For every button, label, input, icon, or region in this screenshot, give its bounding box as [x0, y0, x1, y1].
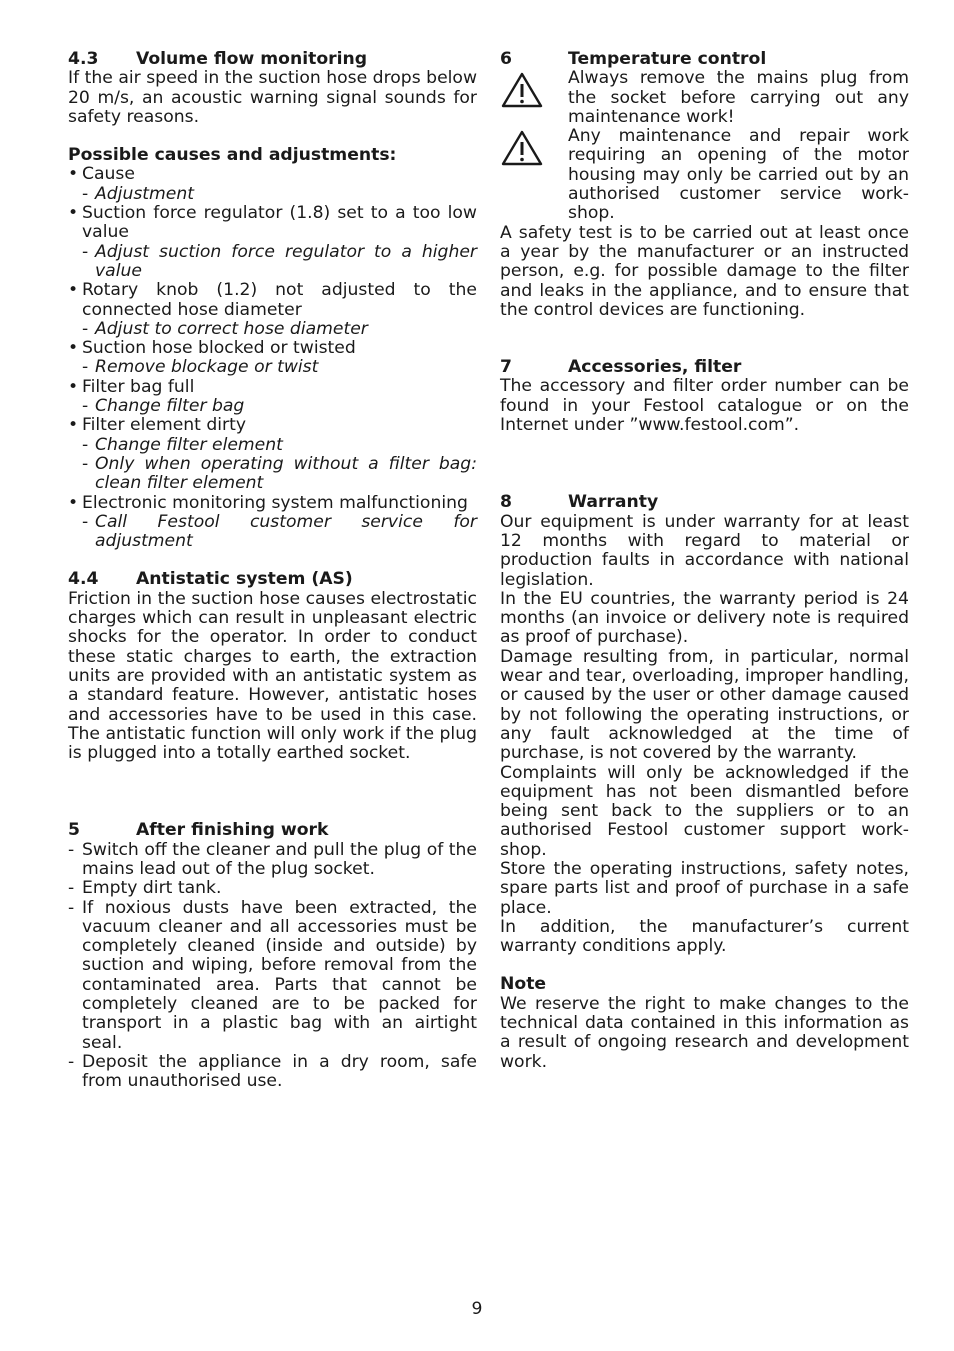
warranty-paragraph: Our equipment is under warranty for at least 12 months with regard to material or production faults in accordance with national legislation. — [500, 511, 909, 590]
list-item: - Switch off the cleaner and pull the plug of the mains lead out of the plug socket. — [68, 841, 477, 880]
warning-text: Always remove the mains plug from the socket before carrying out any maintenance work! — [568, 68, 909, 127]
section-4-3-body: If the air speed in the suction hose drops below 20 m/s, an acoustic warning signal sounds for safety reasons. — [68, 68, 477, 127]
note-body: We reserve the right to make changes to the technical data contained in this information as a result of ongoing research and development work. — [500, 993, 909, 1072]
section-5-heading: 5 After finishing work — [68, 820, 329, 841]
list-item: - If noxious dusts have been extracted, the vacuum cleaner and all accessories must be completely cleaned (inside and outside) by suction and wiping, before removal from the contaminated area. Parts that cannot be completely cleaned are to be packed for transport in a plastic bag with an airtight seal. — [68, 899, 477, 1053]
warning-block — [500, 69, 909, 127]
adjustment-item: - Remove blockage or twist — [68, 358, 477, 377]
list-item: - Empty dirt tank. — [68, 879, 477, 898]
section-4-4-body: Friction in the suction hose causes electrostatic charges which can result in unpleasant electric shocks for the operator. In order to conduct these static charges to earth, the extraction units are provided with an antistatic system as a standard feature. However, antistatic hoses and accessories have to be used in this case. The antistatic function will only work if the plug is plugged into a totally earthed socket. — [68, 588, 477, 764]
section-7-body: The accessory and filter order number can be found in your Festool catalogue or on the Internet under ”www.festool.com”. — [500, 376, 909, 436]
cause-item: • Electronic monitoring system malfunctioning — [68, 494, 477, 513]
cause-item: • Suction force regulator (1.8) set to a too low value — [68, 204, 477, 243]
section-6-heading: 6 Temperature control — [500, 49, 767, 69]
warning-text: Any maintenance and repair work requiring an opening of the motor housing may only be carried out by an authorised customer service work-shop. — [568, 126, 909, 224]
warning-triangle-icon — [500, 127, 568, 223]
section-6-body: A safety test is to be carried out at least once a year by the manufacturer or an instructed person, e.g. for possible damage to the filter and leaks in the appliance, and to ensure that the control devices are functioning. — [500, 222, 909, 320]
cause-item: • Filter element dirty — [68, 416, 477, 435]
page-number: 9 — [471, 1299, 483, 1319]
warranty-paragraph: Complaints will only be acknowledged if the equipment has not been dismantled before being sent back to the suppliers or to an authorised Festool customer support work-shop. — [500, 762, 909, 860]
warranty-paragraph: Store the operating instructions, safety notes, spare parts list and proof of purchase in a safe place. — [500, 858, 909, 918]
section-4-4-heading: 4.4 Antistatic system (AS) — [68, 569, 353, 590]
adjustment-item: - Call Festool customer service for adjustment — [68, 513, 477, 552]
section-7-heading: 7 Accessories, filter — [500, 357, 742, 378]
cause-item: • Rotary knob (1.2) not adjusted to the connected hose diameter — [68, 281, 477, 320]
adjustment-item: - Adjust to correct hose diameter — [68, 320, 477, 339]
warranty-paragraph: In addition, the manufacturer’s current warranty conditions apply. — [500, 916, 909, 957]
right-column — [500, 50, 909, 1072]
note-heading: Note — [500, 974, 547, 995]
warning-block — [500, 127, 909, 223]
adjustment-item: - Only when operating without a filter bag: clean filter element — [68, 455, 477, 494]
warning-triangle-icon — [500, 69, 568, 127]
causes-heading: Possible causes and adjustments: — [68, 145, 397, 166]
cause-item: • Filter bag full — [68, 378, 477, 397]
cause-item: • Suction hose blocked or twisted — [68, 339, 477, 358]
adjustment-legend: - Adjustment — [68, 185, 477, 204]
left-column — [68, 50, 477, 1092]
section-8-heading: 8 Warranty — [500, 492, 659, 513]
adjustment-item: - Change filter element — [68, 436, 477, 455]
section-4-3-heading: 4.3 Volume flow monitoring — [68, 49, 368, 69]
adjustment-item: - Adjust suction force regulator to a higher value — [68, 243, 477, 282]
warranty-paragraph: Damage resulting from, in particular, normal wear and tear, overloading, improper handling, or caused by the user or other damage caused by not following the operating instructions, or any fault acknowledged at the time of purchase, is not covered by the warranty. — [500, 646, 909, 764]
cause-legend: • Cause — [68, 165, 477, 184]
warranty-paragraph: In the EU countries, the warranty period is 24 months (an invoice or delivery note is required as proof of purchase). — [500, 588, 909, 648]
list-item: - Deposit the appliance in a dry room, safe from unauthorised use. — [68, 1053, 477, 1092]
adjustment-item: - Change filter bag — [68, 397, 477, 416]
